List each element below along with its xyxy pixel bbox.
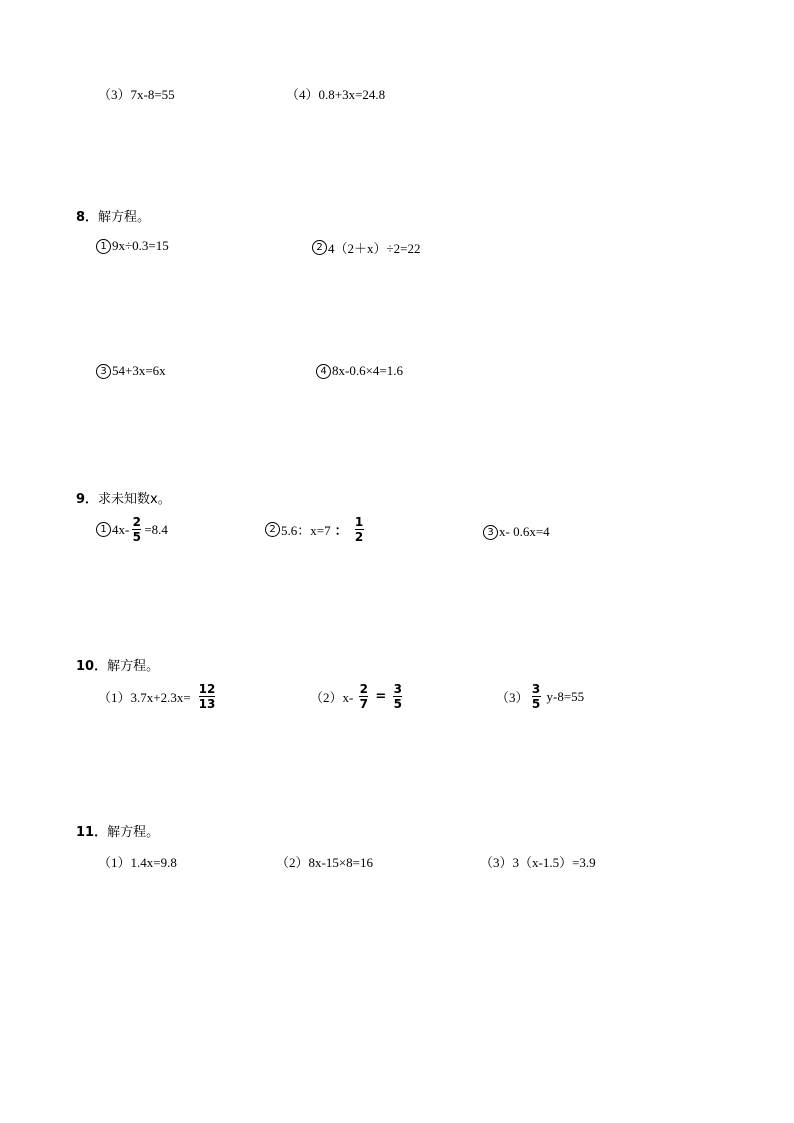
ratio-colon: ：	[334, 524, 348, 539]
fraction	[355, 515, 364, 544]
q7-equation-4	[286, 84, 385, 103]
fraction-numerator: 2	[359, 682, 369, 696]
fraction	[532, 682, 541, 711]
q7-eq3-text: （3）7x-8=55	[98, 87, 175, 102]
q10-eq1-before: （1）3.7x+2.3x=	[98, 690, 191, 705]
q9-number: 9．	[76, 492, 99, 507]
q9-equation-3	[483, 524, 550, 540]
equals-sign: =	[375, 689, 387, 704]
q11-eq2-text: （2）8x-15×8=16	[276, 855, 373, 870]
q11-eq1-text: （1）1.4x=9.8	[98, 855, 177, 870]
circled-number-marker: 3	[483, 525, 498, 540]
q11-equation-2	[276, 852, 373, 871]
fraction-denominator: 5	[393, 697, 402, 711]
q8-equation-3	[96, 363, 166, 379]
q9-eq2-before: 5.6：x=7	[281, 523, 331, 538]
q8-heading	[76, 206, 150, 225]
q11-heading	[76, 821, 159, 840]
q10-eq3-after: y-8=55	[546, 688, 585, 704]
q8-eq3-text: 54+3x=6x	[112, 363, 166, 378]
fraction-denominator: 7	[359, 697, 369, 711]
q9-title: 求未知数x。	[98, 492, 171, 507]
q8-eq4-text: 8x-0.6×4=1.6	[332, 363, 403, 378]
q10-equation-3	[496, 682, 584, 711]
q10-eq2-before: （2）x-	[310, 690, 354, 705]
q9-equation-1	[96, 515, 168, 544]
q8-equation-4	[316, 363, 403, 379]
q11-number: 11．	[76, 825, 108, 840]
q8-eq1-text: 9x÷0.3=15	[112, 238, 169, 253]
q9-heading	[76, 488, 171, 507]
fraction-numerator: 12	[198, 682, 216, 696]
q9-equation-2	[265, 515, 367, 544]
circled-number-marker: 1	[96, 522, 111, 537]
fraction-numerator: 3	[393, 682, 402, 696]
q10-title: 解方程。	[107, 659, 160, 674]
fraction	[393, 682, 402, 711]
q10-equation-1	[98, 682, 218, 711]
circled-number-marker: 2	[265, 522, 280, 537]
q10-eq3-before: （3）	[496, 690, 529, 705]
circled-number-marker: 4	[316, 364, 331, 379]
q8-number: 8．	[76, 210, 99, 225]
q8-eq2-text: 4（2＋x）÷2=22	[328, 241, 421, 256]
circled-number-marker: 3	[96, 364, 111, 379]
q11-title: 解方程。	[107, 825, 160, 840]
q10-number: 10．	[76, 659, 108, 674]
fraction-denominator: 5	[531, 697, 541, 711]
q8-title: 解方程。	[98, 210, 151, 225]
fraction-numerator: 3	[531, 682, 541, 696]
fraction-denominator: 5	[132, 530, 142, 544]
q11-equation-3	[480, 852, 596, 871]
q8-equation-2	[312, 238, 420, 257]
fraction-numerator: 2	[132, 515, 142, 529]
q9-eq1-before: 4x-	[112, 521, 130, 537]
q9-eq3-text: x- 0.6x=4	[499, 524, 550, 539]
q7-equation-3	[98, 84, 175, 103]
q9-eq1-after: =8.4	[144, 521, 168, 537]
fraction-denominator: 13	[198, 697, 216, 711]
fraction-numerator: 1	[354, 515, 364, 529]
q7-eq4-text: （4）0.8+3x=24.8	[286, 87, 386, 102]
circled-number-marker: 2	[312, 240, 327, 255]
fraction	[199, 682, 216, 711]
fraction	[359, 682, 368, 711]
q11-eq3-text: （3）3（x-1.5）=3.9	[480, 855, 596, 870]
q10-equation-2	[310, 682, 405, 711]
fraction-denominator: 2	[354, 530, 364, 544]
q8-equation-1	[96, 238, 169, 254]
circled-number-marker: 1	[96, 239, 111, 254]
fraction	[132, 515, 141, 544]
q10-heading	[76, 655, 159, 674]
q11-equation-1	[98, 852, 177, 871]
